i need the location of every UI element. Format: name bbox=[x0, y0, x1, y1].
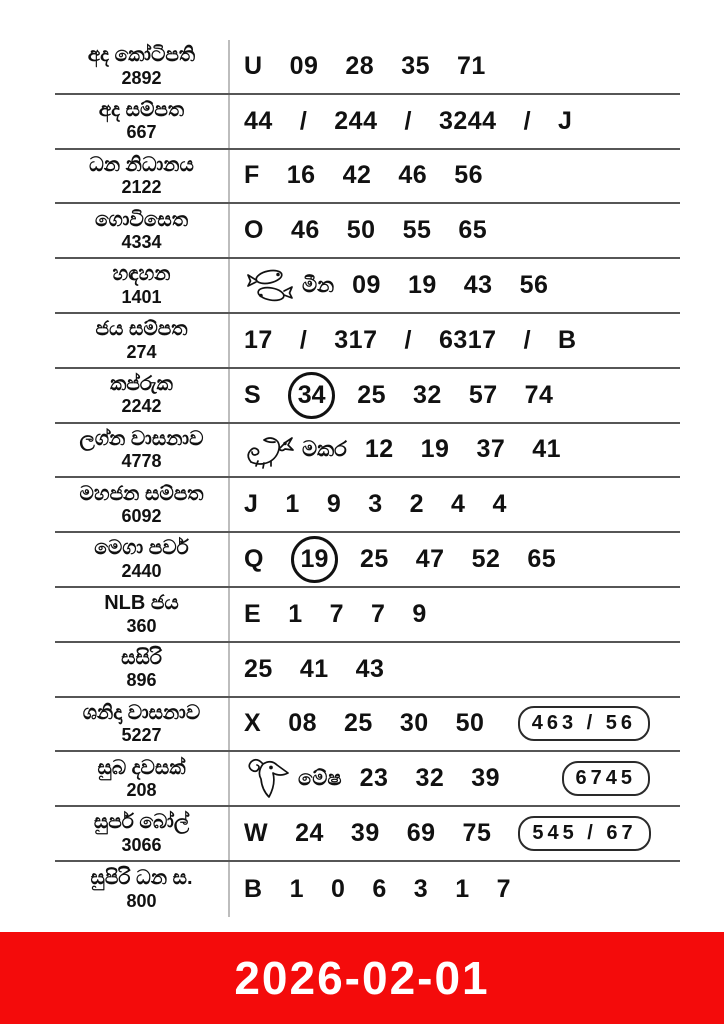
separator: / bbox=[404, 325, 412, 354]
row-values bbox=[230, 40, 680, 93]
winning-value: 50 bbox=[455, 709, 485, 738]
lottery-name-cell bbox=[55, 40, 230, 93]
row-values bbox=[230, 204, 680, 257]
zodiac-label: මේෂ bbox=[298, 766, 342, 790]
winning-value: 3 bbox=[413, 874, 429, 903]
winning-value: W bbox=[244, 819, 269, 848]
draw-number: 667 bbox=[126, 122, 157, 143]
lottery-name: ධන නිධානය bbox=[89, 153, 194, 176]
winning-value: 19 bbox=[407, 271, 437, 300]
winning-value: 65 bbox=[458, 216, 488, 245]
table-row bbox=[55, 807, 680, 862]
winning-value: O bbox=[244, 216, 264, 245]
winning-value: 39 bbox=[350, 819, 380, 848]
special-number-box: 463 / 56 bbox=[518, 706, 650, 741]
row-values bbox=[230, 369, 680, 422]
lottery-name-cell bbox=[55, 478, 230, 531]
winning-value: 16 bbox=[286, 161, 316, 190]
row-values bbox=[230, 150, 680, 203]
table-row bbox=[55, 643, 680, 698]
table-row bbox=[55, 95, 680, 150]
lottery-name: ගොවිසෙත bbox=[94, 208, 189, 231]
table-row bbox=[55, 862, 680, 917]
draw-number: 2242 bbox=[121, 396, 162, 417]
winning-value: 2 bbox=[409, 490, 425, 519]
draw-number: 6092 bbox=[121, 505, 162, 526]
lottery-name-cell bbox=[55, 643, 230, 696]
winning-value: 9 bbox=[412, 599, 427, 628]
winning-value: 3 bbox=[368, 490, 383, 519]
table-row bbox=[55, 424, 680, 479]
row-values bbox=[230, 478, 680, 531]
winning-value: J bbox=[244, 490, 259, 519]
winning-value: 44 bbox=[244, 106, 273, 135]
capricorn-icon bbox=[244, 428, 296, 472]
zodiac-label: මකර bbox=[302, 437, 347, 461]
winning-value: 47 bbox=[415, 545, 445, 574]
winning-value: 0 bbox=[330, 874, 346, 903]
row-values bbox=[230, 259, 680, 312]
winning-value: 19 bbox=[420, 435, 450, 464]
winning-value: F bbox=[244, 161, 260, 190]
winning-value: J bbox=[558, 106, 573, 135]
table-row bbox=[55, 533, 680, 588]
lottery-name-cell bbox=[55, 204, 230, 257]
winning-value: Q bbox=[244, 545, 264, 574]
draw-number: 1401 bbox=[121, 286, 162, 307]
row-values bbox=[230, 698, 680, 751]
winning-value: 32 bbox=[413, 380, 442, 409]
draw-number: 208 bbox=[126, 779, 157, 800]
lottery-name-cell bbox=[55, 533, 230, 586]
draw-number: 274 bbox=[126, 341, 157, 362]
winning-value: B bbox=[244, 874, 263, 903]
lottery-name-cell bbox=[55, 862, 230, 917]
draw-number: 5227 bbox=[121, 725, 162, 746]
lottery-name: ශනිදා වාසනාව bbox=[82, 701, 201, 724]
lottery-name: කප්රුක bbox=[110, 372, 173, 395]
winning-value: X bbox=[244, 709, 262, 738]
winning-value: 75 bbox=[462, 819, 492, 848]
winning-value: 55 bbox=[402, 216, 432, 245]
lottery-name: NLB ජය bbox=[104, 592, 179, 615]
row-values bbox=[230, 752, 680, 805]
winning-value: 30 bbox=[399, 709, 429, 738]
winning-value: 6 bbox=[372, 874, 387, 903]
row-values bbox=[230, 588, 680, 641]
winning-value: 65 bbox=[527, 545, 557, 574]
lottery-name: සුපිරි ධන ස. bbox=[90, 867, 193, 890]
winning-value: 4 bbox=[451, 490, 466, 519]
winning-value: 56 bbox=[519, 271, 549, 300]
lottery-name: ජය සම්පත bbox=[95, 318, 188, 341]
winning-value: 7 bbox=[329, 599, 344, 628]
table-row bbox=[55, 204, 680, 259]
draw-number: 2122 bbox=[121, 177, 162, 198]
winning-value: 317 bbox=[334, 325, 378, 354]
winning-value: 56 bbox=[454, 161, 484, 190]
table-row bbox=[55, 40, 680, 95]
winning-value: 09 bbox=[289, 51, 319, 80]
table-row bbox=[55, 698, 680, 753]
winning-value: 42 bbox=[342, 161, 372, 190]
table-row bbox=[55, 588, 680, 643]
winning-value: 25 bbox=[244, 654, 273, 683]
draw-number: 4334 bbox=[121, 231, 162, 252]
winning-value: 9 bbox=[326, 490, 342, 519]
draw-number: 2892 bbox=[121, 67, 162, 88]
lottery-name: සසිරි bbox=[121, 646, 162, 669]
winning-value: 24 bbox=[295, 819, 324, 848]
row-values bbox=[230, 807, 680, 860]
special-number-box: 6745 bbox=[562, 761, 651, 796]
lottery-name: මහජන සම්පත bbox=[79, 482, 204, 505]
winning-value: 69 bbox=[406, 819, 436, 848]
winning-value: 52 bbox=[471, 545, 501, 574]
aries-icon bbox=[244, 754, 292, 804]
lottery-name-cell bbox=[55, 314, 230, 367]
row-values bbox=[230, 314, 680, 367]
circled-number: 19 bbox=[291, 536, 338, 583]
lottery-name-cell bbox=[55, 369, 230, 422]
lottery-name: සුබ දවසක් bbox=[97, 756, 186, 779]
separator: / bbox=[523, 325, 532, 354]
lottery-name: හඳහන bbox=[112, 263, 171, 286]
lottery-name: මෙගා පවර් bbox=[94, 537, 189, 560]
lottery-name-cell bbox=[55, 150, 230, 203]
row-values bbox=[230, 533, 680, 586]
winning-value: 43 bbox=[463, 271, 493, 300]
lottery-name: අද සම්පත bbox=[98, 99, 185, 121]
lottery-name: අද කෝටිපති bbox=[87, 44, 196, 67]
winning-value: 1 bbox=[289, 874, 304, 903]
winning-value: S bbox=[244, 380, 262, 409]
separator: / bbox=[523, 106, 532, 135]
winning-value: 43 bbox=[355, 654, 385, 683]
separator: / bbox=[299, 325, 308, 354]
winning-value: 74 bbox=[524, 380, 554, 409]
draw-number: 360 bbox=[126, 615, 157, 636]
winning-value: 7 bbox=[496, 874, 511, 903]
draw-number: 2440 bbox=[121, 560, 162, 581]
winning-value: 6317 bbox=[438, 325, 497, 354]
draw-number: 800 bbox=[126, 890, 157, 911]
separator: / bbox=[404, 106, 412, 135]
lottery-name-cell bbox=[55, 588, 230, 641]
special-number-box: 545 / 67 bbox=[518, 816, 650, 851]
lottery-name-cell bbox=[55, 698, 230, 751]
table-row bbox=[55, 369, 680, 424]
date-banner bbox=[0, 932, 724, 1024]
draw-number: 3066 bbox=[121, 834, 162, 855]
row-values bbox=[230, 643, 680, 696]
row-values bbox=[230, 95, 680, 148]
winning-value: U bbox=[244, 51, 263, 80]
table-row bbox=[55, 150, 680, 205]
winning-value: 23 bbox=[359, 764, 389, 793]
pisces-icon bbox=[244, 265, 296, 307]
draw-date: 2026-02-01 bbox=[234, 952, 490, 1004]
winning-value: 57 bbox=[468, 380, 498, 409]
winning-value: 7 bbox=[371, 599, 386, 628]
lottery-name-cell bbox=[55, 807, 230, 860]
draw-number: 896 bbox=[126, 670, 157, 691]
winning-value: 244 bbox=[334, 106, 378, 135]
winning-value: 4 bbox=[492, 490, 507, 519]
lottery-name-cell bbox=[55, 95, 230, 148]
winning-value: 1 bbox=[455, 874, 470, 903]
winning-value: 50 bbox=[346, 216, 376, 245]
lottery-name-cell bbox=[55, 424, 230, 477]
separator: / bbox=[299, 106, 308, 135]
winning-value: 46 bbox=[290, 216, 320, 245]
lottery-name: ලග්න වාසනාව bbox=[79, 427, 204, 450]
winning-value: 1 bbox=[288, 599, 303, 628]
table-row bbox=[55, 314, 680, 369]
winning-value: 12 bbox=[364, 435, 394, 464]
winning-value: 32 bbox=[415, 764, 445, 793]
circled-number: 34 bbox=[288, 372, 335, 419]
winning-value: 46 bbox=[398, 161, 428, 190]
winning-value: B bbox=[558, 325, 577, 354]
winning-value: 71 bbox=[457, 51, 486, 80]
results-table bbox=[0, 40, 724, 917]
lottery-name: සුපර් බෝල් bbox=[93, 811, 190, 834]
winning-value: 1 bbox=[285, 490, 300, 519]
winning-value: 25 bbox=[357, 380, 386, 409]
draw-number: 4778 bbox=[121, 451, 162, 472]
row-values bbox=[230, 862, 680, 917]
winning-value: 28 bbox=[345, 51, 375, 80]
table-row bbox=[55, 478, 680, 533]
winning-value: E bbox=[244, 599, 262, 628]
winning-value: 3244 bbox=[438, 106, 497, 135]
lottery-name-cell bbox=[55, 259, 230, 312]
table-row bbox=[55, 259, 680, 314]
winning-value: 39 bbox=[471, 764, 501, 793]
winning-value: 17 bbox=[244, 325, 273, 354]
winning-value: 25 bbox=[359, 545, 389, 574]
winning-value: 09 bbox=[352, 271, 381, 300]
table-row bbox=[55, 752, 680, 807]
winning-value: 25 bbox=[344, 709, 373, 738]
winning-value: 37 bbox=[476, 435, 506, 464]
winning-value: 35 bbox=[401, 51, 430, 80]
lottery-name-cell bbox=[55, 752, 230, 805]
winning-value: 41 bbox=[299, 654, 329, 683]
zodiac-label: මීන bbox=[302, 273, 335, 297]
row-values bbox=[230, 424, 680, 477]
winning-value: 41 bbox=[532, 435, 562, 464]
winning-value: 08 bbox=[288, 709, 317, 738]
